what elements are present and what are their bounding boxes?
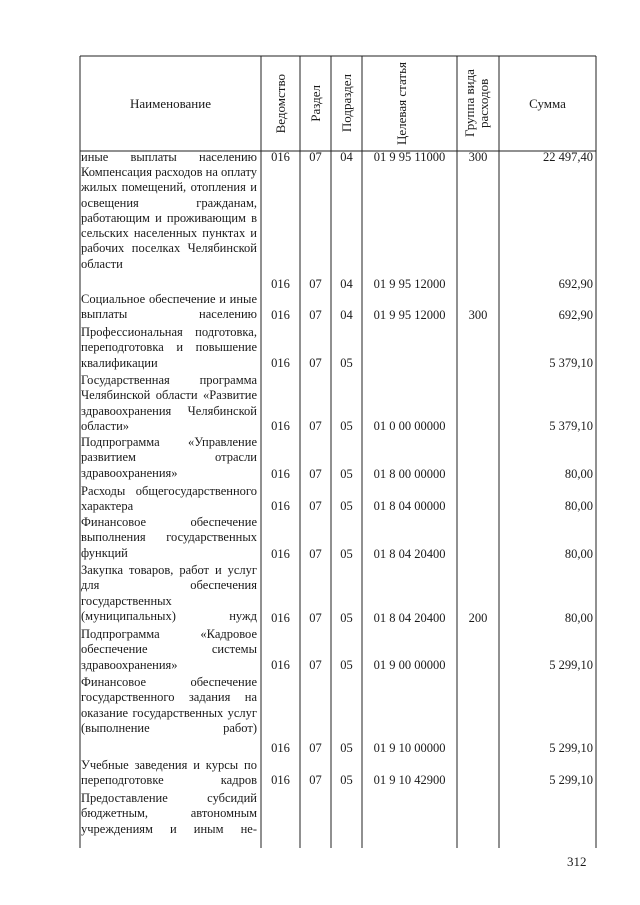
row-1-ved: 016	[271, 277, 290, 291]
row-4-name: Государственная программа Челябинской области «Развитие здравоохранения Челябинской области»	[81, 373, 257, 433]
row-3-ved: 016	[271, 356, 290, 370]
row-1-cs: 01 9 95 12000	[373, 277, 446, 291]
row-12-name: Предоставление субсидий бюджетным, автономным учреждениям и иным не-	[81, 791, 257, 836]
row-0-cs: 01 9 95 11000	[373, 150, 446, 164]
row-9-name: Подпрограмма «Кадровое обеспечение системы здравоохранения»	[81, 627, 257, 672]
row-1-name: Компенсация расходов на оплату жилых помещений, отопления и освещения гражданам, работающим и проживающим в сельских населенных пунктах и рабочих поселках Челябинской области	[81, 165, 257, 271]
header-gruppa: Группа вида расходов	[462, 69, 491, 138]
row-8-raz: 07	[309, 611, 322, 625]
row-5-raz: 07	[309, 467, 322, 481]
row-8-pod: 05	[340, 611, 353, 625]
row-8-gr: 200	[468, 611, 488, 625]
row-2-raz: 07	[309, 308, 322, 322]
row-7-sum: 80,00	[564, 547, 593, 561]
row-4-ved: 016	[271, 419, 290, 433]
row-2-ved: 016	[271, 308, 290, 322]
row-6-cs: 01 8 04 00000	[373, 499, 446, 513]
row-9-cs: 01 9 00 00000	[373, 658, 446, 672]
row-9-raz: 07	[309, 658, 322, 672]
row-8-sum: 80,00	[564, 611, 593, 625]
header-name: Наименование	[130, 95, 211, 111]
row-2-cs: 01 9 95 12000	[373, 308, 446, 322]
row-11-sum: 5 299,10	[549, 773, 593, 787]
row-9-pod: 05	[340, 658, 353, 672]
row-3-name: Профессиональная подготовка, переподготовка и повышение квалификации	[81, 325, 257, 370]
row-8-name: Закупка товаров, работ и услуг для обеспечения государственных (муниципальных) нужд	[81, 563, 257, 623]
header-summa: Сумма	[529, 95, 566, 111]
row-11-name: Учебные заведения и курсы по переподготовке кадров	[81, 758, 257, 788]
row-11-raz: 07	[309, 773, 322, 787]
row-3-sum: 5 379,10	[549, 356, 593, 370]
row-7-pod: 05	[340, 547, 353, 561]
row-10-name: Финансовое обеспечение государственного задания на оказание государственных услуг (выполнение работ)	[81, 675, 257, 735]
row-10-raz: 07	[309, 741, 322, 755]
header-podrazdel: Подраздел	[338, 74, 354, 133]
row-0-pod: 04	[340, 150, 353, 164]
page-number: 312	[567, 854, 587, 869]
header-celevaya: Целевая статья	[393, 61, 409, 145]
header-vedomstvo: Ведомство	[272, 73, 288, 134]
row-11-ved: 016	[271, 773, 290, 787]
row-0-gr: 300	[468, 150, 488, 164]
row-7-ved: 016	[271, 547, 290, 561]
budget-table	[78, 55, 598, 848]
row-0-name: иные выплаты населению	[81, 150, 257, 164]
row-3-pod: 05	[340, 356, 353, 370]
row-6-raz: 07	[309, 499, 322, 513]
row-5-cs: 01 8 00 00000	[373, 467, 446, 481]
row-5-sum: 80,00	[564, 467, 593, 481]
row-0-raz: 07	[309, 150, 322, 164]
row-11-cs: 01 9 10 42900	[373, 773, 446, 787]
row-2-sum: 692,90	[558, 308, 593, 322]
row-0-ved: 016	[271, 150, 290, 164]
row-6-sum: 80,00	[564, 499, 593, 513]
row-5-pod: 05	[340, 467, 353, 481]
row-10-sum: 5 299,10	[549, 741, 593, 755]
row-4-pod: 05	[340, 419, 353, 433]
row-7-raz: 07	[309, 547, 322, 561]
row-6-ved: 016	[271, 499, 290, 513]
row-4-raz: 07	[309, 419, 322, 433]
row-9-sum: 5 299,10	[549, 658, 593, 672]
row-2-gr: 300	[468, 308, 488, 322]
row-0-sum: 22 497,40	[543, 150, 593, 164]
row-4-sum: 5 379,10	[549, 419, 593, 433]
row-2-pod: 04	[340, 308, 353, 322]
row-5-name: Подпрограмма «Управление развитием отрасли здравоохранения»	[81, 435, 257, 480]
row-10-pod: 05	[340, 741, 353, 755]
row-6-name: Расходы общегосударственного характера	[81, 484, 257, 514]
row-11-pod: 05	[340, 773, 353, 787]
row-10-cs: 01 9 10 00000	[373, 741, 446, 755]
row-10-ved: 016	[271, 741, 290, 755]
row-8-ved: 016	[271, 611, 290, 625]
row-8-cs: 01 8 04 20400	[373, 611, 446, 625]
row-7-cs: 01 8 04 20400	[373, 547, 446, 561]
row-1-pod: 04	[340, 277, 353, 291]
row-1-sum: 692,90	[558, 277, 593, 291]
row-5-ved: 016	[271, 467, 290, 481]
header-razdel: Раздел	[307, 85, 323, 122]
row-9-ved: 016	[271, 658, 290, 672]
row-4-cs: 01 0 00 00000	[373, 419, 446, 433]
row-7-name: Финансовое обеспечение выполнения государственных функций	[81, 515, 257, 560]
row-6-pod: 05	[340, 499, 353, 513]
row-2-name: Социальное обеспечение и иные выплаты населению	[81, 292, 257, 322]
row-1-raz: 07	[309, 277, 322, 291]
row-3-raz: 07	[309, 356, 322, 370]
